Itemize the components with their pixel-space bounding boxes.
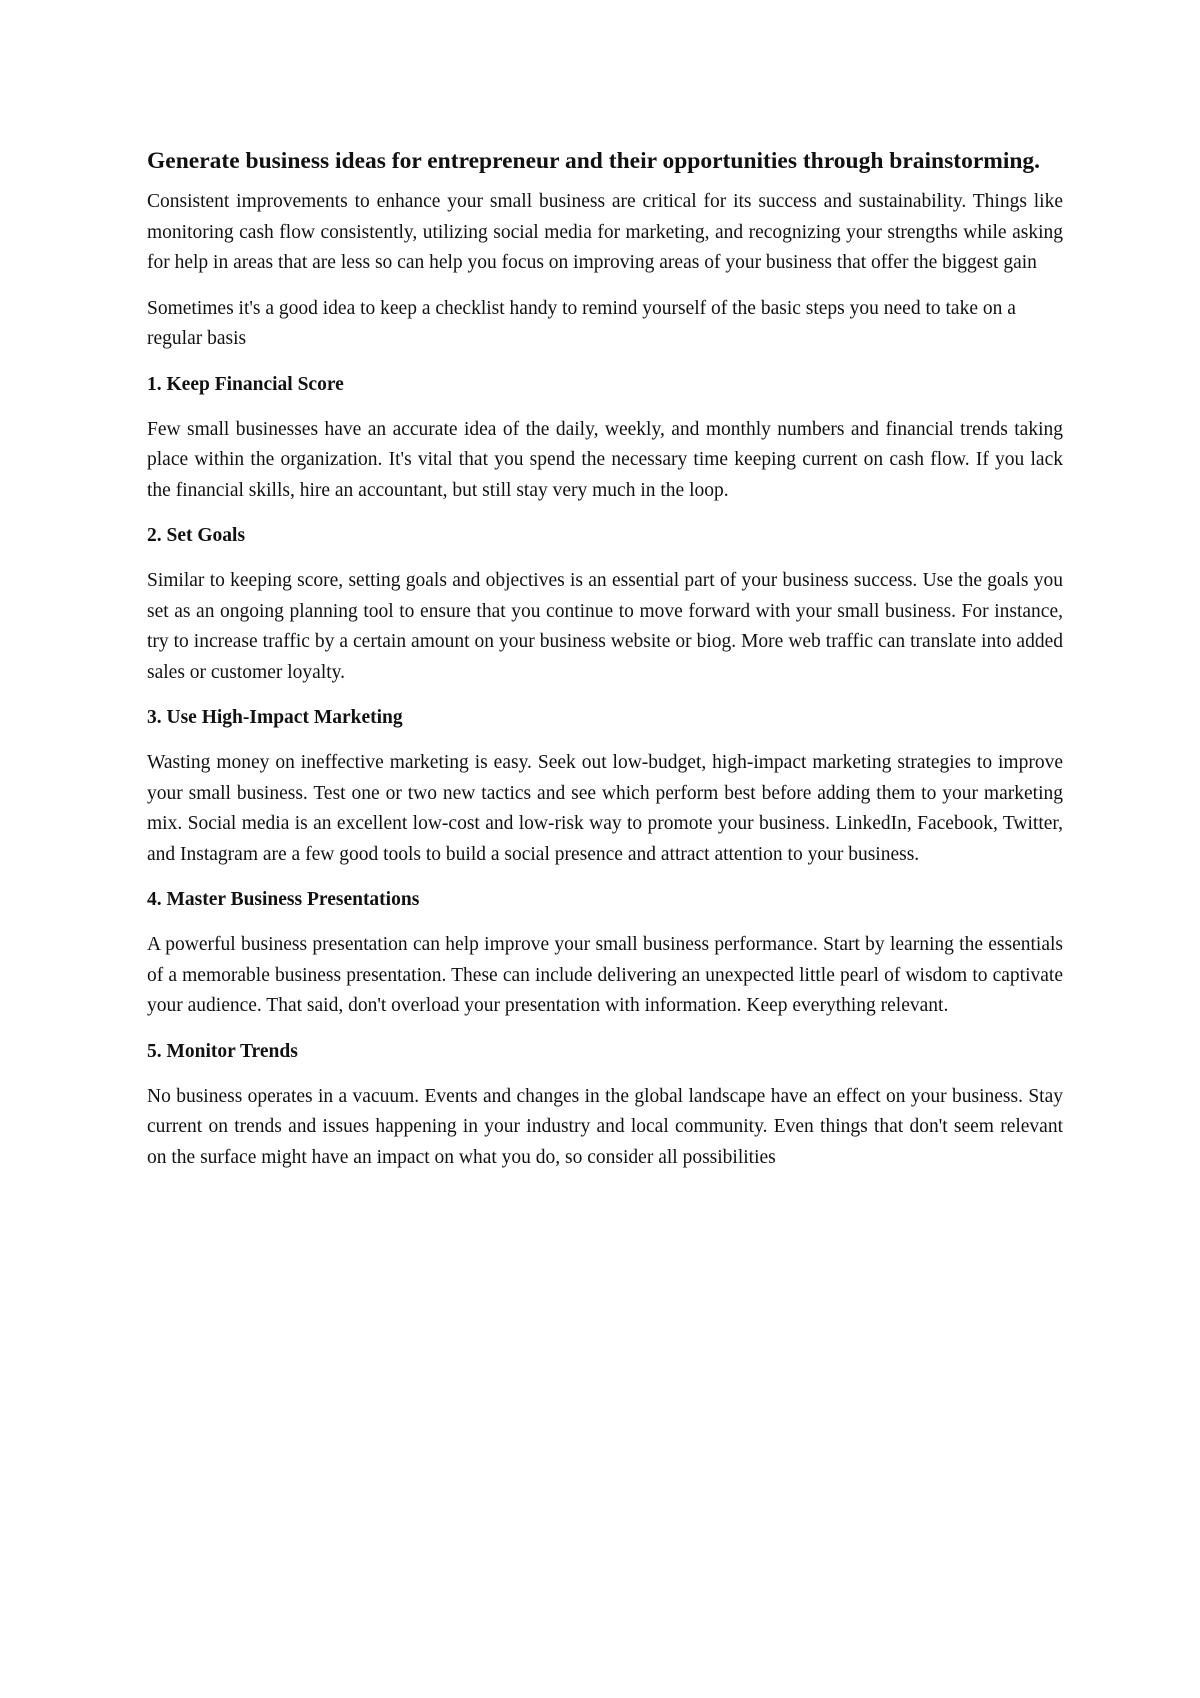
section-paragraph: A powerful business presentation can help improve your small business performance. Start by learning the essentials of a memorable business presentation. These can include delivering an unexpected little pearl of wisdom to captivate your audience. That said, don't overload your presentation with information. Keep everything relevant. xyxy=(147,934,1063,1016)
section-paragraph: No business operates in a vacuum. Events and changes in the global landscape have an effect on your business. Stay current on trends and issues happening in your industry and local community. Even things that don't seem relevant on the surface might have an impact on what you do, so consider all possibilities xyxy=(147,1085,1063,1168)
section-heading: 4. Master Business Presentations xyxy=(147,889,420,910)
document-page xyxy=(147,144,1063,1188)
section-paragraph: Similar to keeping score, setting goals and objectives is an essential part of your business success. Use the goals you set as an ongoing planning tool to ensure that you continue to move forward with your small business. For instance, try to increase traffic by a certain amount on your business website or biog. More web traffic can translate into added sales or customer loyalty. xyxy=(147,570,1063,683)
section-heading: 3. Use High-Impact Marketing xyxy=(147,707,403,728)
section-paragraph: Few small businesses have an accurate idea of the daily, weekly, and monthly numbers and financial trends taking place within the organization. It's vital that you spend the necessary time keeping current on cash flow. If you lack the financial skills, hire an accountant, but still stay very much in the loop. xyxy=(147,418,1063,501)
section-paragraph: Wasting money on ineffective marketing is easy. Seek out low-budget, high-impact marketing strategies to improve your small business. Test one or two new tactics and see which perform best before adding them to your marketing mix. Social media is an excellent low-cost and low-risk way to promote your business. LinkedIn, Facebook, Twitter, and Instagram are a few good tools to build a social presence and attract attention to your business. xyxy=(147,752,1063,865)
section-heading: 5. Monitor Trends xyxy=(147,1040,298,1062)
intro-paragraph: Consistent improvements to enhance your small business are critical for its success and sustainability. Things like monitoring cash flow consistently, utilizing social media for marketing, and recognizing your strengths while asking for help in areas that are less so can help you focus on improving areas of your business that offer the biggest gain xyxy=(147,191,1063,273)
intro-paragraph: Sometimes it's a good idea to keep a checklist handy to remind yourself of the basic steps you need to take on a regular basis xyxy=(147,297,1016,349)
section-heading: 2. Set Goals xyxy=(147,525,246,546)
document-title: Generate business ideas for entrepreneur and their opportunities through brainstorming. xyxy=(147,148,1041,174)
section-heading: 1. Keep Financial Score xyxy=(147,373,344,395)
